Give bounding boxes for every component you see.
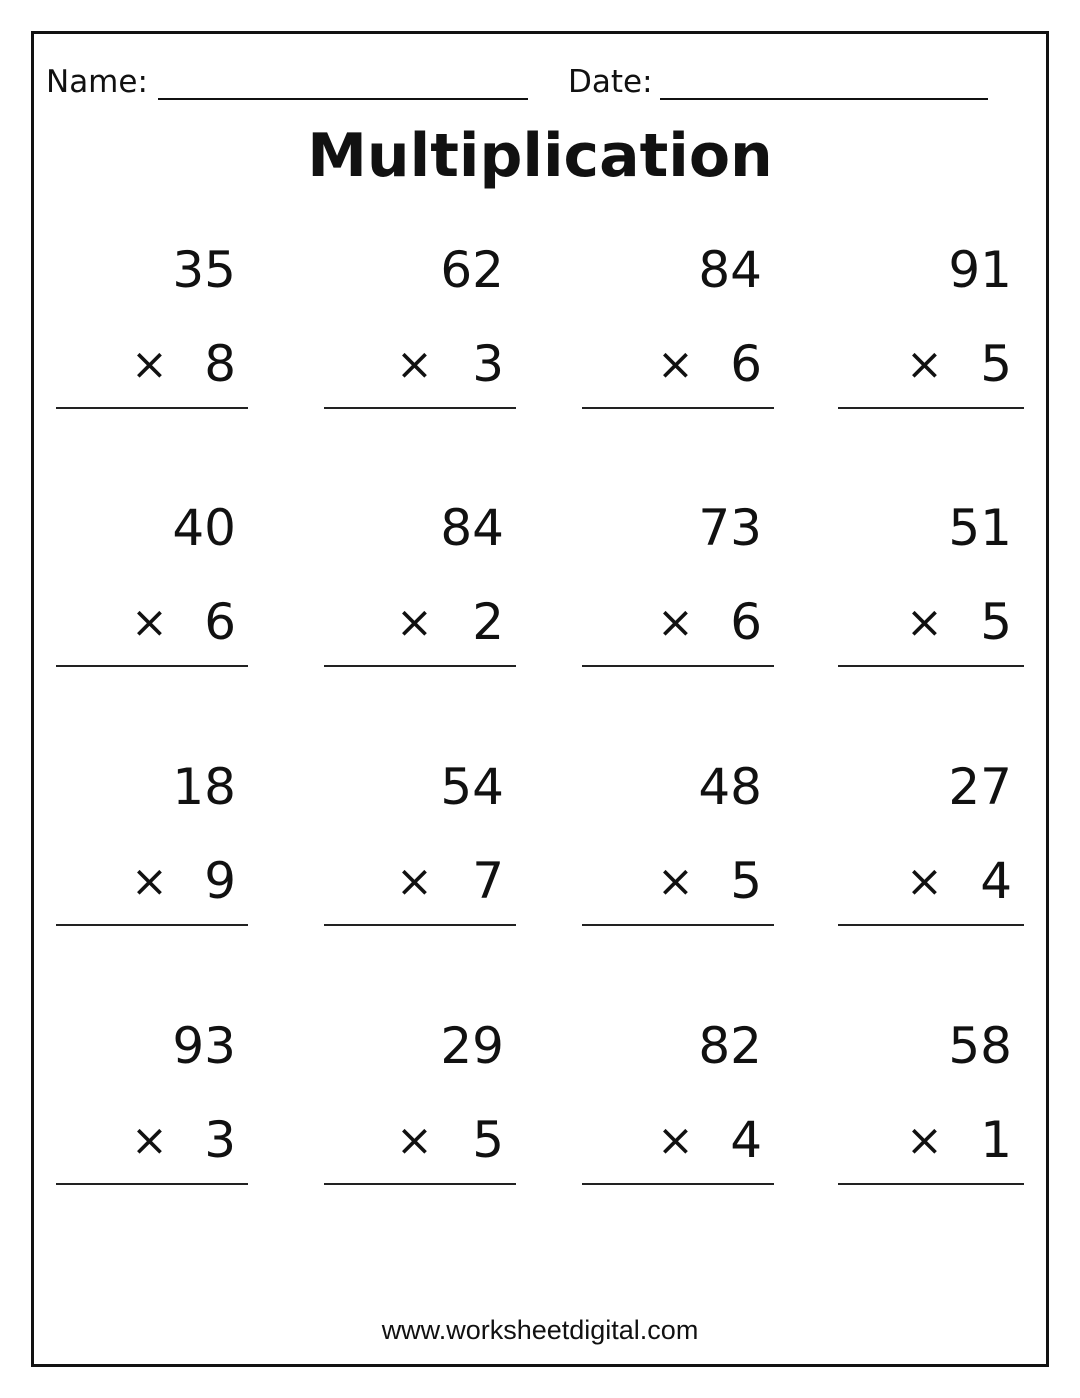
multiplier: 5 [980,335,1012,393]
page-title: Multiplication [307,121,773,191]
answer-line[interactable] [582,407,774,409]
problem-9 [56,757,248,927]
multiplicand: 27 [948,758,1012,816]
problem-16 [838,1016,1024,1186]
multiplier: 2 [472,593,504,651]
footer-website: www.worksheetdigital.com [381,1315,699,1345]
answer-line[interactable] [56,1183,248,1185]
answer-line[interactable] [56,665,248,667]
multiplicand: 35 [172,241,236,299]
problem-1 [56,240,248,410]
multiplier: 4 [980,852,1012,910]
multiplicand: 84 [440,499,504,557]
header-row [46,62,1006,102]
times-sign: × [657,856,694,907]
multiplier: 8 [204,335,236,393]
answer-line[interactable] [324,924,516,926]
problem-14 [324,1016,516,1186]
problem-8 [838,498,1024,668]
multiplier: 6 [204,593,236,651]
times-sign: × [396,1115,433,1166]
multiplicand: 93 [172,1017,236,1075]
problem-7 [582,498,774,668]
multiplicand: 82 [698,1017,762,1075]
multiplicand: 18 [172,758,236,816]
date-field-line[interactable] [660,98,988,100]
multiplier: 5 [730,852,762,910]
times-sign: × [131,856,168,907]
answer-line[interactable] [838,1183,1024,1185]
multiplier: 4 [730,1111,762,1169]
times-sign: × [906,597,943,648]
multiplicand: 58 [948,1017,1012,1075]
problem-4 [838,240,1024,410]
multiplicand: 54 [440,758,504,816]
problem-15 [582,1016,774,1186]
multiplicand: 40 [172,499,236,557]
multiplicand: 73 [698,499,762,557]
answer-line[interactable] [838,665,1024,667]
times-sign: × [906,1115,943,1166]
multiplier: 5 [472,1111,504,1169]
times-sign: × [396,339,433,390]
answer-line[interactable] [838,407,1024,409]
times-sign: × [131,1115,168,1166]
answer-line[interactable] [324,407,516,409]
problem-12 [838,757,1024,927]
problem-3 [582,240,774,410]
multiplier: 9 [204,852,236,910]
multiplier: 6 [730,335,762,393]
problem-10 [324,757,516,927]
times-sign: × [657,1115,694,1166]
answer-line[interactable] [582,924,774,926]
multiplier: 5 [980,593,1012,651]
multiplicand: 48 [698,758,762,816]
multiplier: 3 [472,335,504,393]
multiplier: 3 [204,1111,236,1169]
multiplicand: 91 [948,241,1012,299]
name-field-line[interactable] [158,98,528,100]
times-sign: × [657,339,694,390]
multiplicand: 62 [440,241,504,299]
times-sign: × [131,597,168,648]
times-sign: × [396,856,433,907]
multiplier: 6 [730,593,762,651]
times-sign: × [906,856,943,907]
problem-5 [56,498,248,668]
answer-line[interactable] [324,665,516,667]
answer-line[interactable] [582,1183,774,1185]
multiplicand: 84 [698,241,762,299]
multiplicand: 51 [948,499,1012,557]
answer-line[interactable] [56,407,248,409]
times-sign: × [396,597,433,648]
multiplicand: 29 [440,1017,504,1075]
multiplier: 7 [472,852,504,910]
name-label: Name: [46,64,148,100]
multiplier: 1 [980,1111,1012,1169]
answer-line[interactable] [582,665,774,667]
times-sign: × [131,339,168,390]
answer-line[interactable] [838,924,1024,926]
problem-11 [582,757,774,927]
times-sign: × [657,597,694,648]
problem-2 [324,240,516,410]
problem-6 [324,498,516,668]
problem-13 [56,1016,248,1186]
times-sign: × [906,339,943,390]
answer-line[interactable] [56,924,248,926]
answer-line[interactable] [324,1183,516,1185]
date-label: Date: [568,64,653,100]
